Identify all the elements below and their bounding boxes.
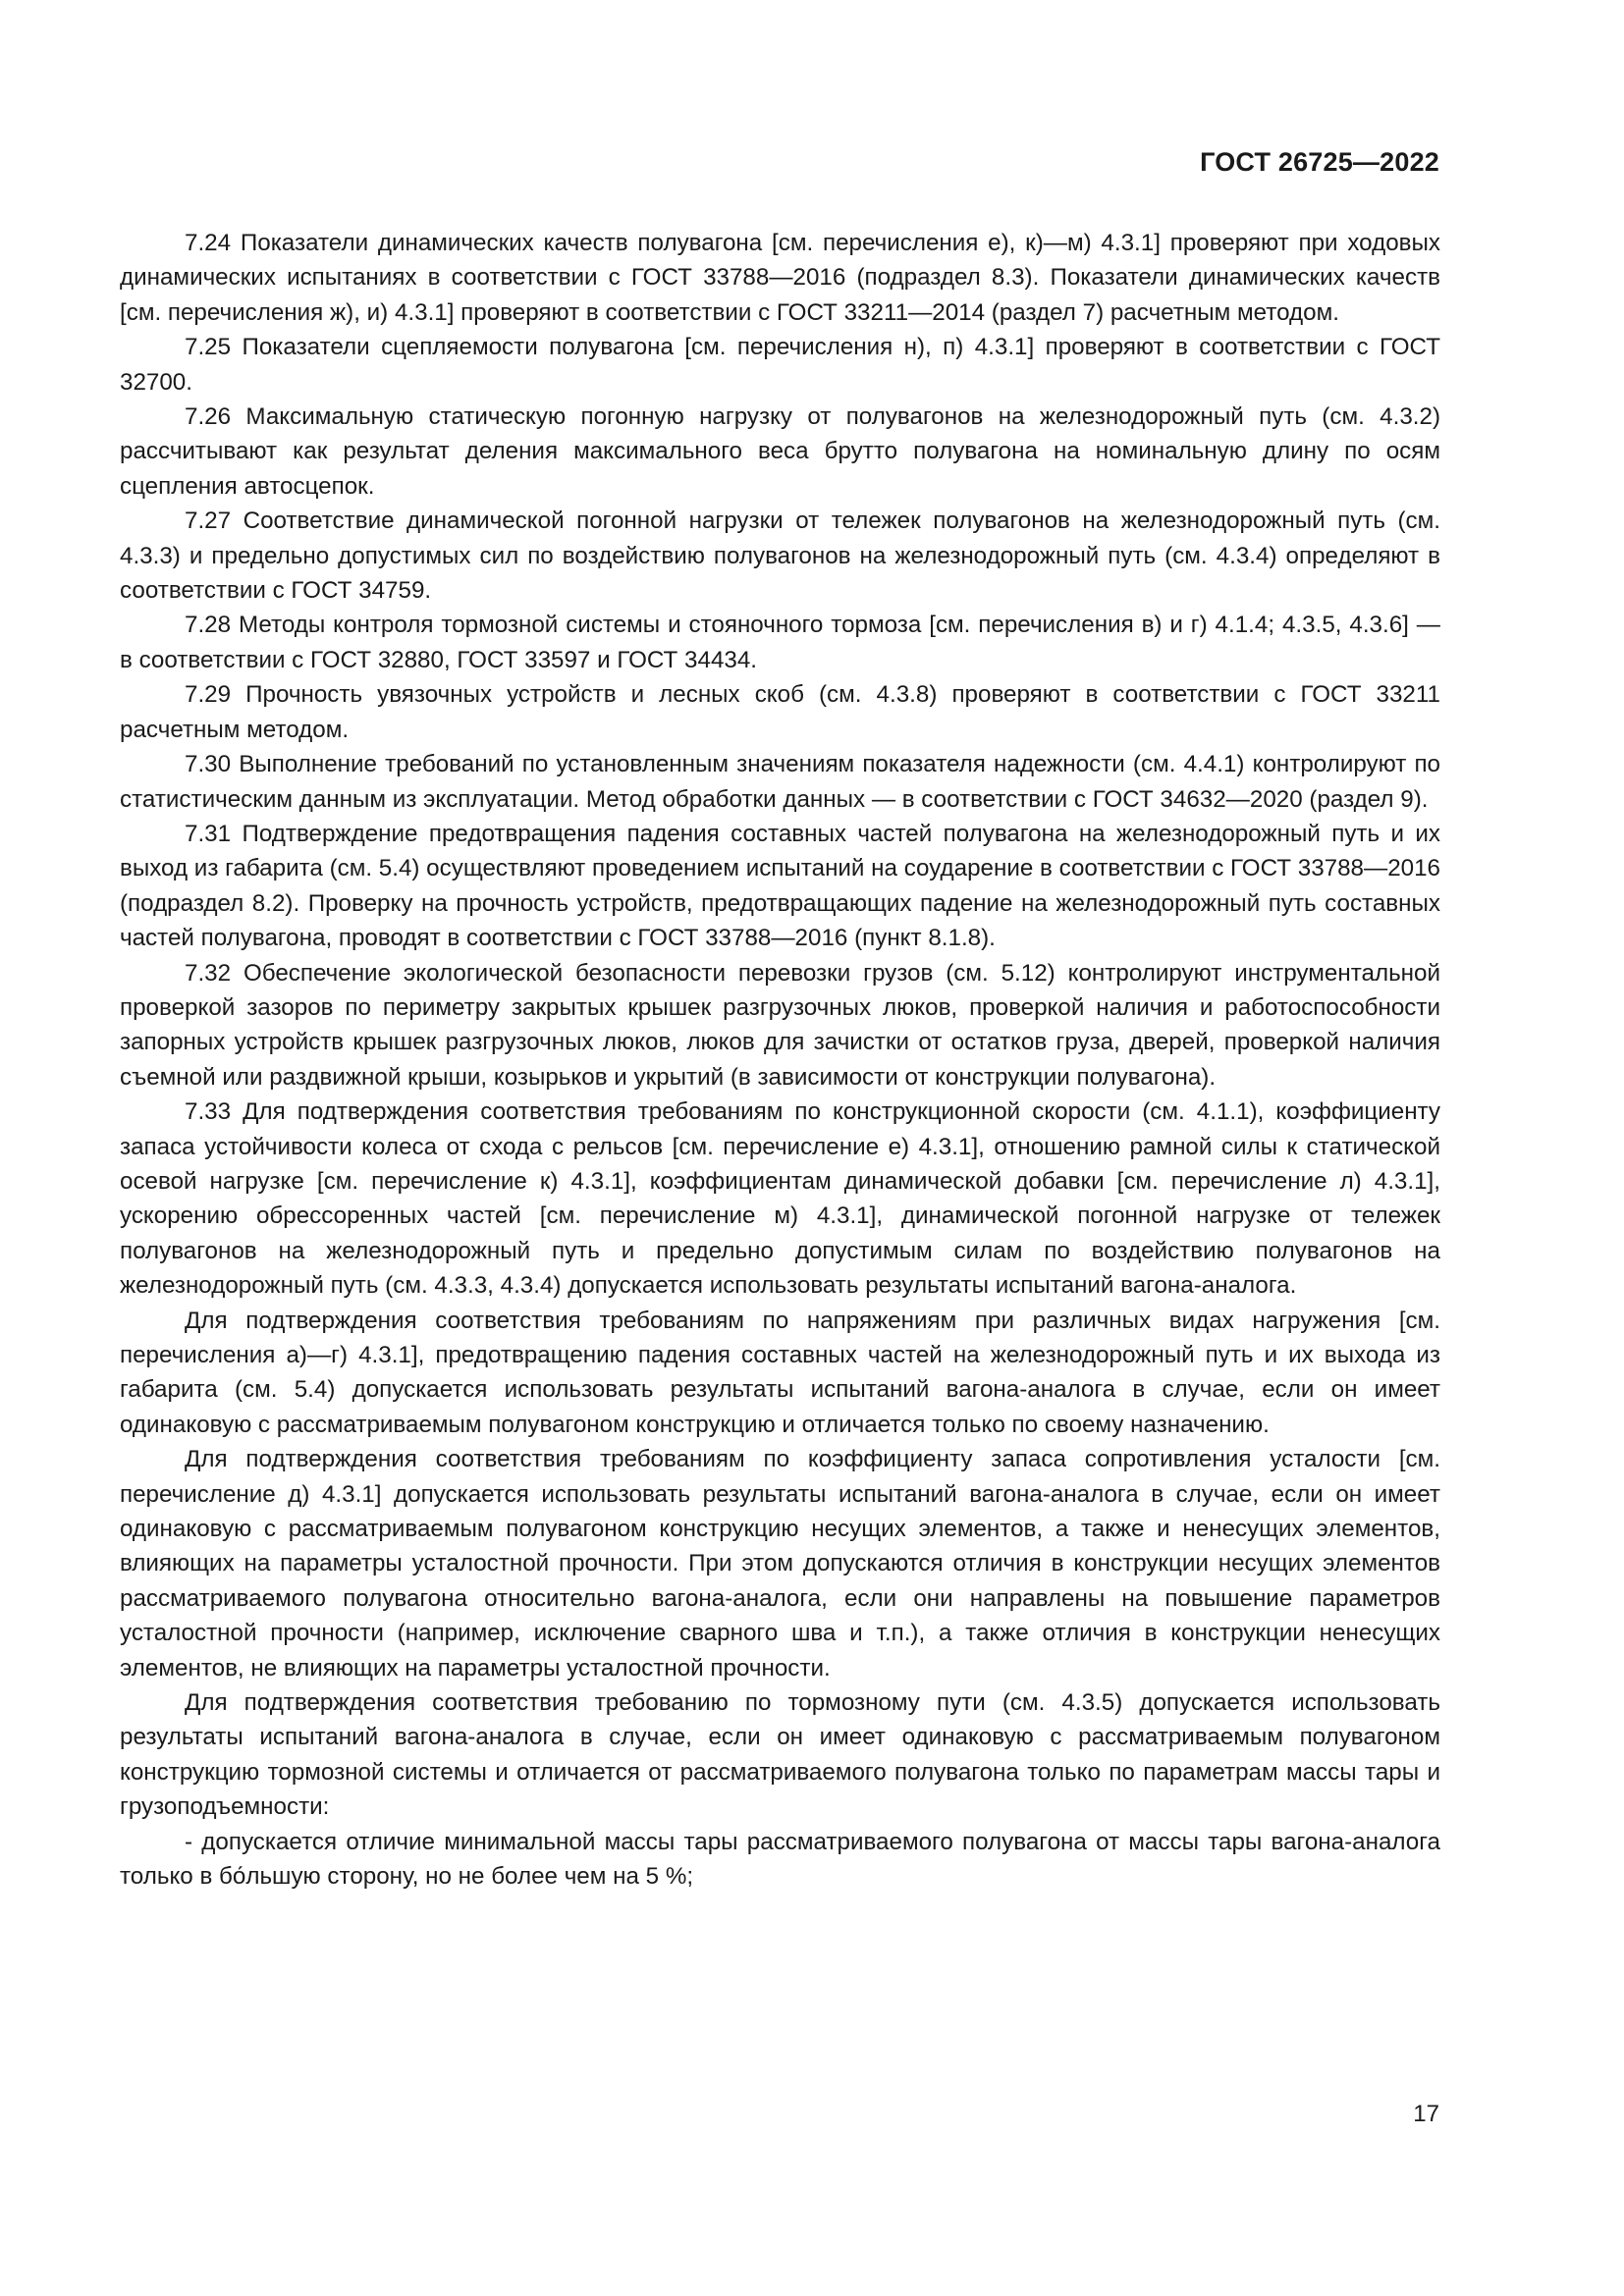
paragraph-7-25: 7.25 Показатели сцепляемости полувагона [см. перечисления н), п) 4.3.1] проверяют в соответствии с ГОСТ 32700. xyxy=(120,334,1440,396)
paragraph-stress-loading: Для подтверждения соответствия требованиям по напряжениям при различных видах нагружения [см. перечисления а)—г) 4.3.1], предотвращению падения составных частей на железнодорожный путь и их выхода из габарита (см. 5.4) допускается использовать результаты испытаний вагона-аналога в случае, если он имеет одинаковую с рассматриваемым полувагоном конструкцию и отличается только по своему назначению. xyxy=(120,1307,1440,1438)
paragraph-7-28: 7.28 Методы контроля тормозной системы и стояночного тормоза [см. перечисления в) и г) 4.1.4; 4.3.5, 4.3.6] — в соответствии с ГОСТ 32880, ГОСТ 33597 и ГОСТ 34434. xyxy=(120,612,1440,673)
paragraph-7-30: 7.30 Выполнение требований по установленным значениям показателя надежности (см. 4.4.1) контролируют по статистическим данным из эксплуатации. Метод обработки данных — в соответствии с ГОСТ 34632—2020 (раздел 9). xyxy=(120,751,1440,813)
paragraph-7-24: 7.24 Показатели динамических качеств полувагона [см. перечисления е), к)—м) 4.3.1] проверяют при ходовых динамических испытаниях в соответствии с ГОСТ 33788—2016 (подраздел 8.3). Показатели динамических качеств [см. перечисления ж), и) 4.3.1] проверяют в соответствии с ГОСТ 33211—2014 (раздел 7) расчетным методом. xyxy=(120,230,1440,326)
paragraph-7-33: 7.33 Для подтверждения соответствия требованиям по конструкционной скорости (см. 4.1.1), коэффициенту запаса устойчивости колеса от схода с рельсов [см. перечисление е) 4.3.1], отношению рамной силы к статической осевой нагрузке [см. перечисление к) 4.3.1], коэффициентам динамической добавки [см. перечисление л) 4.3.1], ускорению обрессоренных частей [см. перечисление м) 4.3.1], динамической погонной нагрузке от тележек полувагонов на железнодорожный путь и предельно допустимым силам по воздействию полувагонов на железнодорожный путь (см. 4.3.3, 4.3.4) допускается использовать результаты испытаний вагона-аналога. xyxy=(120,1098,1440,1300)
document-body xyxy=(120,226,1440,1895)
paragraph-braking-distance: Для подтверждения соответствия требованию по тормозному пути (см. 4.3.5) допускается использовать результаты испытаний вагона-аналога в случае, если он имеет одинаковую с рассматриваемым полувагоном конструкцию тормозной системы и отличается от рассматриваемого полувагона только по параметрам массы тары и грузоподъемности: xyxy=(120,1689,1440,1821)
page-number: 17 xyxy=(1413,2101,1439,2127)
paragraph-7-31: 7.31 Подтверждение предотвращения падения составных частей полувагона на железнодорожный путь и их выход из габарита (см. 5.4) осуществляют проведением испытаний на соударение в соответствии с ГОСТ 33788—2016 (подраздел 8.2). Проверку на прочность устройств, предотвращающих падение на железнодорожный путь составных частей полувагона, проводят в соответствии с ГОСТ 33788—2016 (пункт 8.1.8). xyxy=(120,820,1440,952)
standard-header: ГОСТ 26725—2022 xyxy=(1200,147,1439,177)
paragraph-7-32: 7.32 Обеспечение экологической безопасности перевозки грузов (см. 5.12) контролируют инструментальной проверкой зазоров по периметру закрытых крышек разгрузочных люков, проверкой наличия и работоспособности запорных устройств крышек разгрузочных люков, люков для зачистки от остатков груза, дверей, проверкой наличия съемной или раздвижной крыши, козырьков и укрытий (в зависимости от конструкции полувагона). xyxy=(120,959,1440,1091)
paragraph-7-26: 7.26 Максимальную статическую погонную нагрузку от полувагонов на железнодорожный путь (см. 4.3.2) рассчитывают как результат деления максимального веса брутто полувагона на номинальную длину по осям сцепления автосцепок. xyxy=(120,403,1440,500)
list-item-tare-mass: - допускается отличие минимальной массы тары рассматриваемого полувагона от массы тары вагона-аналога только в бо́льшую сторону, но не более чем на 5 %; xyxy=(120,1828,1440,1891)
paragraph-7-29: 7.29 Прочность увязочных устройств и лесных скоб (см. 4.3.8) проверяют в соответствии с ГОСТ 33211 расчетным методом. xyxy=(120,681,1440,743)
paragraph-7-27: 7.27 Соответствие динамической погонной нагрузки от тележек полувагонов на железнодорожный путь (см. 4.3.3) и предельно допустимых сил по воздействию полувагонов на железнодорожный путь (см. 4.3.4) определяют в соответствии с ГОСТ 34759. xyxy=(120,507,1440,605)
paragraph-fatigue-resistance: Для подтверждения соответствия требованиям по коэффициенту запаса сопротивления усталости [см. перечисление д) 4.3.1] допускается использовать результаты испытаний вагона-аналога в случае, если он имеет одинаковую с рассматриваемым полувагоном конструкцию несущих элементов, а также и ненесущих элементов, влияющих на параметры усталостной прочности. При этом допускаются отличия в конструкции несущих элементов рассматриваемого полувагона относительно вагона-аналога, если они направлены на повышение параметров усталостной прочности (например, исключение сварного шва и т.п.), а также отличия в конструкции ненесущих элементов, не влияющих на параметры усталостной прочности. xyxy=(120,1446,1440,1682)
